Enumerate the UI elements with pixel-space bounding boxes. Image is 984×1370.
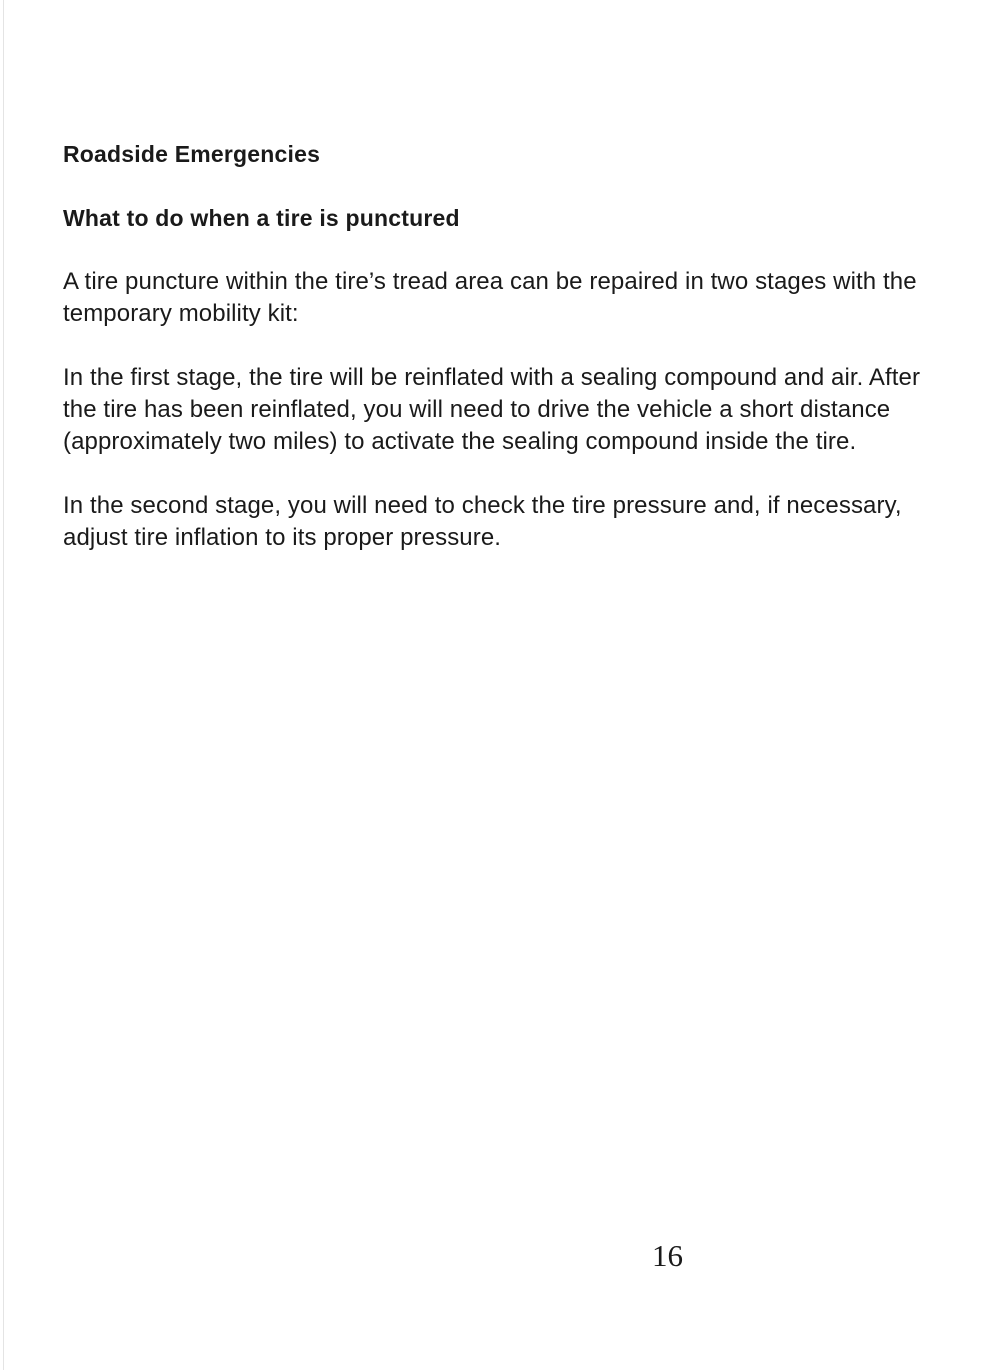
page-number: 16 [652,1238,683,1273]
paragraph-intro: A tire puncture within the tire’s tread area can be repaired in two stages with the temporary mobility kit: [63,268,917,327]
paragraph-second-stage: In the second stage, you will need to check the tire pressure and, if necessary, adjust tire inflation to its proper pressure. [63,492,902,551]
paragraph-first-stage: In the first stage, the tire will be reinflated with a sealing compound and air. After the tire has been reinflated, you will need to drive the vehicle a short distance (approximately two miles) to activate the sealing compound inside the tire. [63,364,921,455]
scan-edge-line [3,0,4,1370]
section-title: Roadside Emergencies [63,141,321,167]
subsection-title: What to do when a tire is punctured [63,205,460,231]
page-content [63,138,923,586]
